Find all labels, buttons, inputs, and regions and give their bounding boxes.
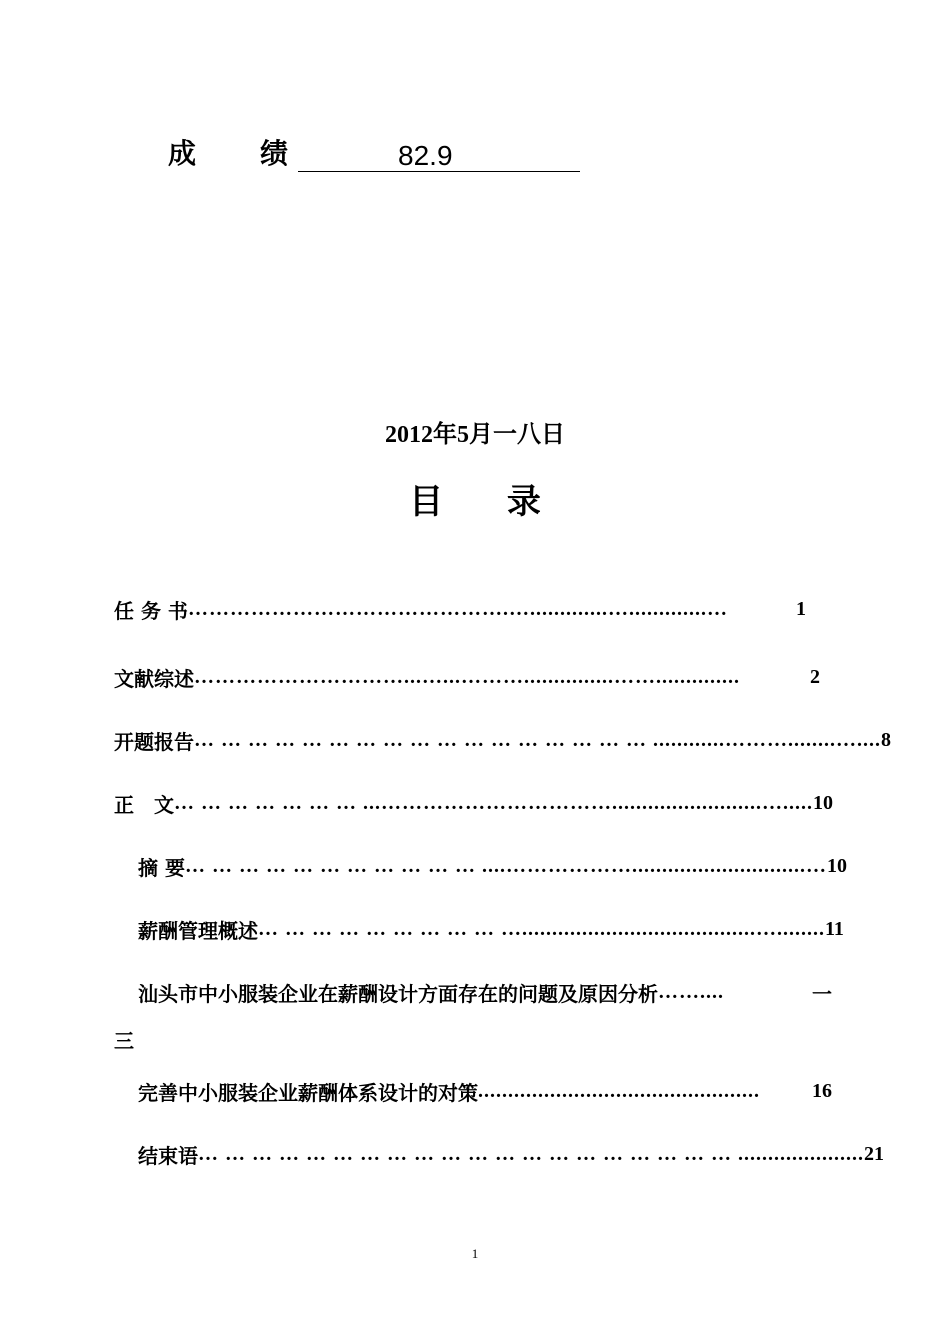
toc-item-page: 10 bbox=[826, 854, 847, 877]
toc-item-label: 结束语 bbox=[138, 1143, 198, 1168]
toc-item-page: 11 bbox=[825, 917, 844, 940]
toc-item-main-text[interactable] bbox=[114, 788, 833, 818]
toc-item-leader: … … … … … … … … … … … … … … … … … ............………........….... bbox=[194, 728, 881, 751]
toc-item-page: 8 bbox=[881, 728, 891, 751]
toc-item-leader: … … … … … … … ...…………………………….........................…..... bbox=[174, 791, 813, 814]
toc-item-leader: … … … … … … … … … ….......................................…........ bbox=[258, 917, 825, 940]
toc-item-task-book[interactable] bbox=[114, 594, 806, 624]
toc-item-leader: …….... bbox=[658, 980, 724, 1003]
toc-item-literature-review[interactable] bbox=[114, 662, 820, 692]
document-date: 2012年5月一八日 bbox=[385, 422, 565, 448]
toc-item-leader: … … … … … … … … … … … … … … … … … … … … ..................... bbox=[198, 1142, 864, 1165]
toc-item-leader: …………………………...…...………...............…….............. bbox=[194, 665, 740, 688]
grade-value-underline bbox=[298, 139, 580, 172]
toc-item-countermeasures[interactable] bbox=[138, 1076, 832, 1106]
toc-item-abstract[interactable] bbox=[138, 851, 847, 881]
toc-item-label: 汕头市中小服装企业在薪酬设计方面存在的问题及原因分析 bbox=[138, 981, 658, 1006]
toc-item-leader: ……………………………………….….............….............… bbox=[187, 597, 728, 620]
toc-item-label: 正 文 bbox=[114, 792, 174, 817]
toc-item-conclusion[interactable] bbox=[138, 1139, 884, 1169]
grade-label-char-1: 成 bbox=[168, 137, 197, 170]
toc-item-label: 摘 要 bbox=[138, 855, 185, 880]
grade-label-char-2: 绩 bbox=[260, 137, 289, 170]
toc-item-page: 16 bbox=[812, 1079, 832, 1102]
toc-item-page: 21 bbox=[864, 1142, 884, 1165]
grade-row bbox=[168, 132, 580, 172]
toc-item-page: 一 bbox=[812, 983, 832, 1006]
toc-item-compensation-overview[interactable] bbox=[138, 914, 844, 944]
toc-item-page: 2 bbox=[810, 665, 820, 688]
toc-item-wrap-continuation: 三 bbox=[114, 1029, 134, 1053]
toc-item-problems-analysis[interactable] bbox=[138, 977, 832, 1007]
toc-item-proposal-report[interactable] bbox=[114, 725, 891, 755]
toc-item-label: 完善中小服装企业薪酬体系设计的对策 bbox=[138, 1080, 478, 1105]
toc-item-label: 文献综述 bbox=[114, 666, 194, 691]
page-number: 1 bbox=[471, 1246, 479, 1261]
toc-item-label: 薪酬管理概述 bbox=[138, 918, 258, 943]
grade-label bbox=[168, 136, 288, 172]
toc-item-label: 任 务 书 bbox=[114, 598, 188, 623]
toc-item-leader: … … … … … … … … … … … ....……………….............................… bbox=[184, 854, 827, 877]
toc-item-page: 1 bbox=[796, 597, 806, 620]
grade-value: 82.9 bbox=[398, 140, 453, 171]
toc-title: 目 录 bbox=[409, 482, 567, 522]
toc-item-leader: ............................................... bbox=[478, 1079, 760, 1102]
toc-item-page: 10 bbox=[813, 791, 833, 814]
toc-item-label: 开题报告 bbox=[114, 729, 194, 754]
